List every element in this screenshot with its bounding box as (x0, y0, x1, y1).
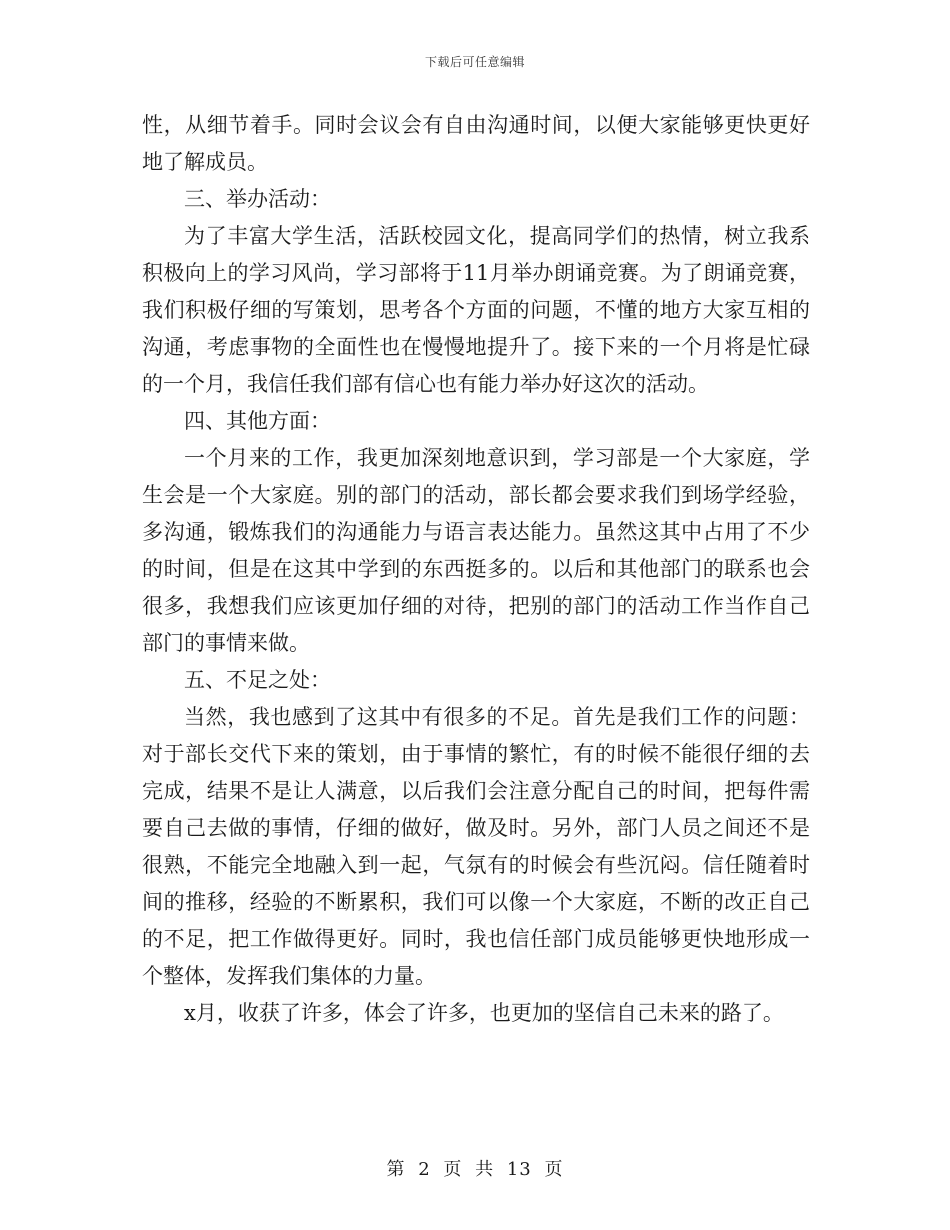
paragraph-closing: x月，收获了许多，体会了许多，也更加的坚信自己未来的路了。 (184, 1001, 784, 1025)
document-body (142, 107, 810, 1032)
section-heading-shortcomings: 五、不足之处： (184, 668, 331, 692)
paragraph-other: 一个月来的工作，我更加深刻地意识到，学习部是一个大家庭，学生会是一个大家庭。别的部门的活动，部长都会要求我们到场学经验，多沟通，锻炼我们的沟通能力与语言表达能力。虽然这其中占用了不少的时间，但是在这其中学到的东西挺多的。以后和其他部门的联系也会很多，我想我们应该更加仔细的对待，把别的部门的活动工作当作自己部门的事情来做。 (142, 446, 810, 655)
paragraph-continuation: 性，从细节着手。同时会议会有自由沟通时间，以便大家能够更快更好地了解成员。 (142, 113, 810, 174)
page-header: 下载后可任意编辑 (424, 55, 525, 69)
page-footer: 第 2 页 共 13 页 (386, 1159, 564, 1180)
paragraph-activities: 为了丰富大学生活，活跃校园文化，提高同学们的热情，树立我系积极向上的学习风尚，学习部将于11月举办朗诵竞赛。为了朗诵竞赛，我们积极仔细的写策划，思考各个方面的问题，不懂的地方大家互相的沟通，考虑事物的全面性也在慢慢地提升了。接下来的一个月将是忙碌的一个月，我信任我们部有信心也有能力举办好这次的活动。 (142, 224, 810, 396)
paragraph-shortcomings: 当然，我也感到了这其中有很多的不足。首先是我们工作的问题：对于部长交代下来的策划，由于事情的繁忙，有的时候不能很仔细的去完成，结果不是让人满意，以后我们会注意分配自己的时间，把每件需要自己去做的事情，仔细的做好，做及时。另外，部门人员之间还不是很熟，不能完全地融入到一起，气氛有的时候会有些沉闷。信任随着时间的推移，经验的不断累积，我们可以像一个大家庭，不断的改正自己的不足，把工作做得更好。同时，我也信任部门成员能够更快地形成一个整体，发挥我们集体的力量。 (142, 705, 810, 988)
section-heading-activities: 三、举办活动： (184, 187, 331, 211)
section-heading-other: 四、其他方面： (184, 409, 331, 433)
